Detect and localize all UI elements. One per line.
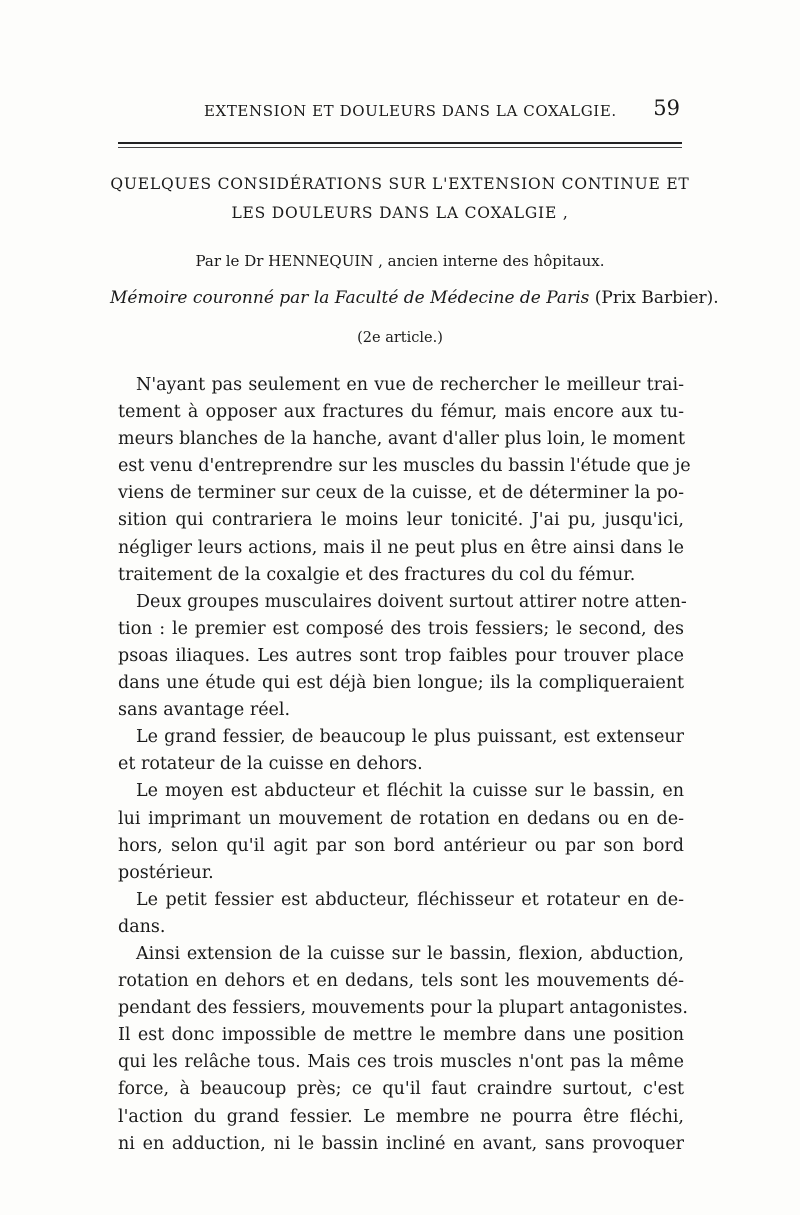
article-number: (2e article.)	[357, 330, 443, 346]
text-line: viens de terminer sur ceux de la cuisse, et de déterminer la po-	[118, 483, 684, 504]
text-line: Le moyen est abducteur et fléchit la cuisse sur le bassin, en	[136, 781, 684, 802]
text-line: lui imprimant un mouvement de rotation en dedans ou en de-	[118, 808, 684, 829]
text-line: sans avantage réel.	[118, 700, 291, 721]
text-line: Deux groupes musculaires doivent surtout attirer notre atten-	[136, 591, 687, 612]
text-line: l'action du grand fessier. Le membre ne pourra être fléchi,	[118, 1106, 684, 1127]
title-line: LES DOULEURS DANS LA COXALGIE ,	[231, 204, 569, 222]
author-byline: Par le Dr HENNEQUIN , ancien interne des hôpitaux.	[195, 252, 605, 270]
running-title: EXTENSION ET DOULEURS DANS LA COXALGIE.	[204, 102, 617, 120]
title-line: QUELQUES CONSIDÉRATIONS SUR L'EXTENSION CONTINUE ET	[110, 175, 690, 193]
text-line: dans.	[118, 916, 166, 937]
text-line: qui les relâche tous. Mais ces trois muscles n'ont pas la même	[118, 1052, 684, 1073]
text-line: ni en adduction, ni le bassin incliné en avant, sans provoquer	[118, 1133, 684, 1154]
body-text	[118, 372, 691, 1158]
header-double-rule	[118, 142, 682, 148]
text-line: N'ayant pas seulement en vue de rechercher le meilleur trai-	[136, 375, 684, 395]
text-line: meurs blanches de la hanche, avant d'aller plus loin, le moment	[118, 429, 686, 450]
text-line: hors, selon qu'il agit par son bord antérieur ou par son bord	[118, 835, 684, 856]
text-line: dans une étude qui est déjà bien longue; ils la compliqueraient	[118, 673, 684, 694]
running-header	[118, 96, 682, 126]
page-number: 59	[653, 96, 680, 120]
memoire-prize: (Prix Barbier).	[594, 288, 719, 308]
text-line: psoas iliaques. Les autres sont trop faibles pour trouver place	[118, 645, 684, 666]
text-line: postérieur.	[118, 862, 214, 883]
article-title	[110, 170, 690, 228]
text-line: pendant des fessiers, mouvements pour la plupart antagonistes.	[118, 998, 688, 1019]
text-line: Il est donc impossible de mettre le membre dans une position	[118, 1025, 684, 1046]
text-line: négliger leurs actions, mais il ne peut plus en être ainsi dans le	[118, 537, 684, 558]
memoire-line	[110, 288, 719, 308]
text-line: force, à beaucoup près; ce qu'il faut craindre surtout, c'est	[118, 1079, 684, 1100]
text-line: tement à opposer aux fractures du fémur, mais encore aux tu-	[118, 402, 684, 423]
text-line: sition qui contrariera le moins leur tonicité. J'ai pu, jusqu'ici,	[118, 510, 684, 531]
text-line: est venu d'entreprendre sur les muscles du bassin l'étude que je	[118, 456, 691, 477]
text-line: Ainsi extension de la cuisse sur le bassin, flexion, abduction,	[136, 943, 684, 964]
text-line: Le petit fessier est abducteur, fléchisseur et rotateur en de-	[136, 889, 684, 910]
text-line: rotation en dehors et en dedans, tels sont les mouvements dé-	[118, 971, 684, 992]
text-line: tion : le premier est composé des trois fessiers; le second, des	[118, 618, 684, 639]
text-line: et rotateur de la cuisse en dehors.	[118, 754, 423, 775]
memoire-italic: Mémoire couronné par la Faculté de Médecine de Paris	[110, 288, 590, 308]
text-line: traitement de la coxalgie et des fractures du col du fémur.	[118, 564, 636, 585]
text-line: Le grand fessier, de beaucoup le plus puissant, est extenseur	[136, 727, 684, 748]
